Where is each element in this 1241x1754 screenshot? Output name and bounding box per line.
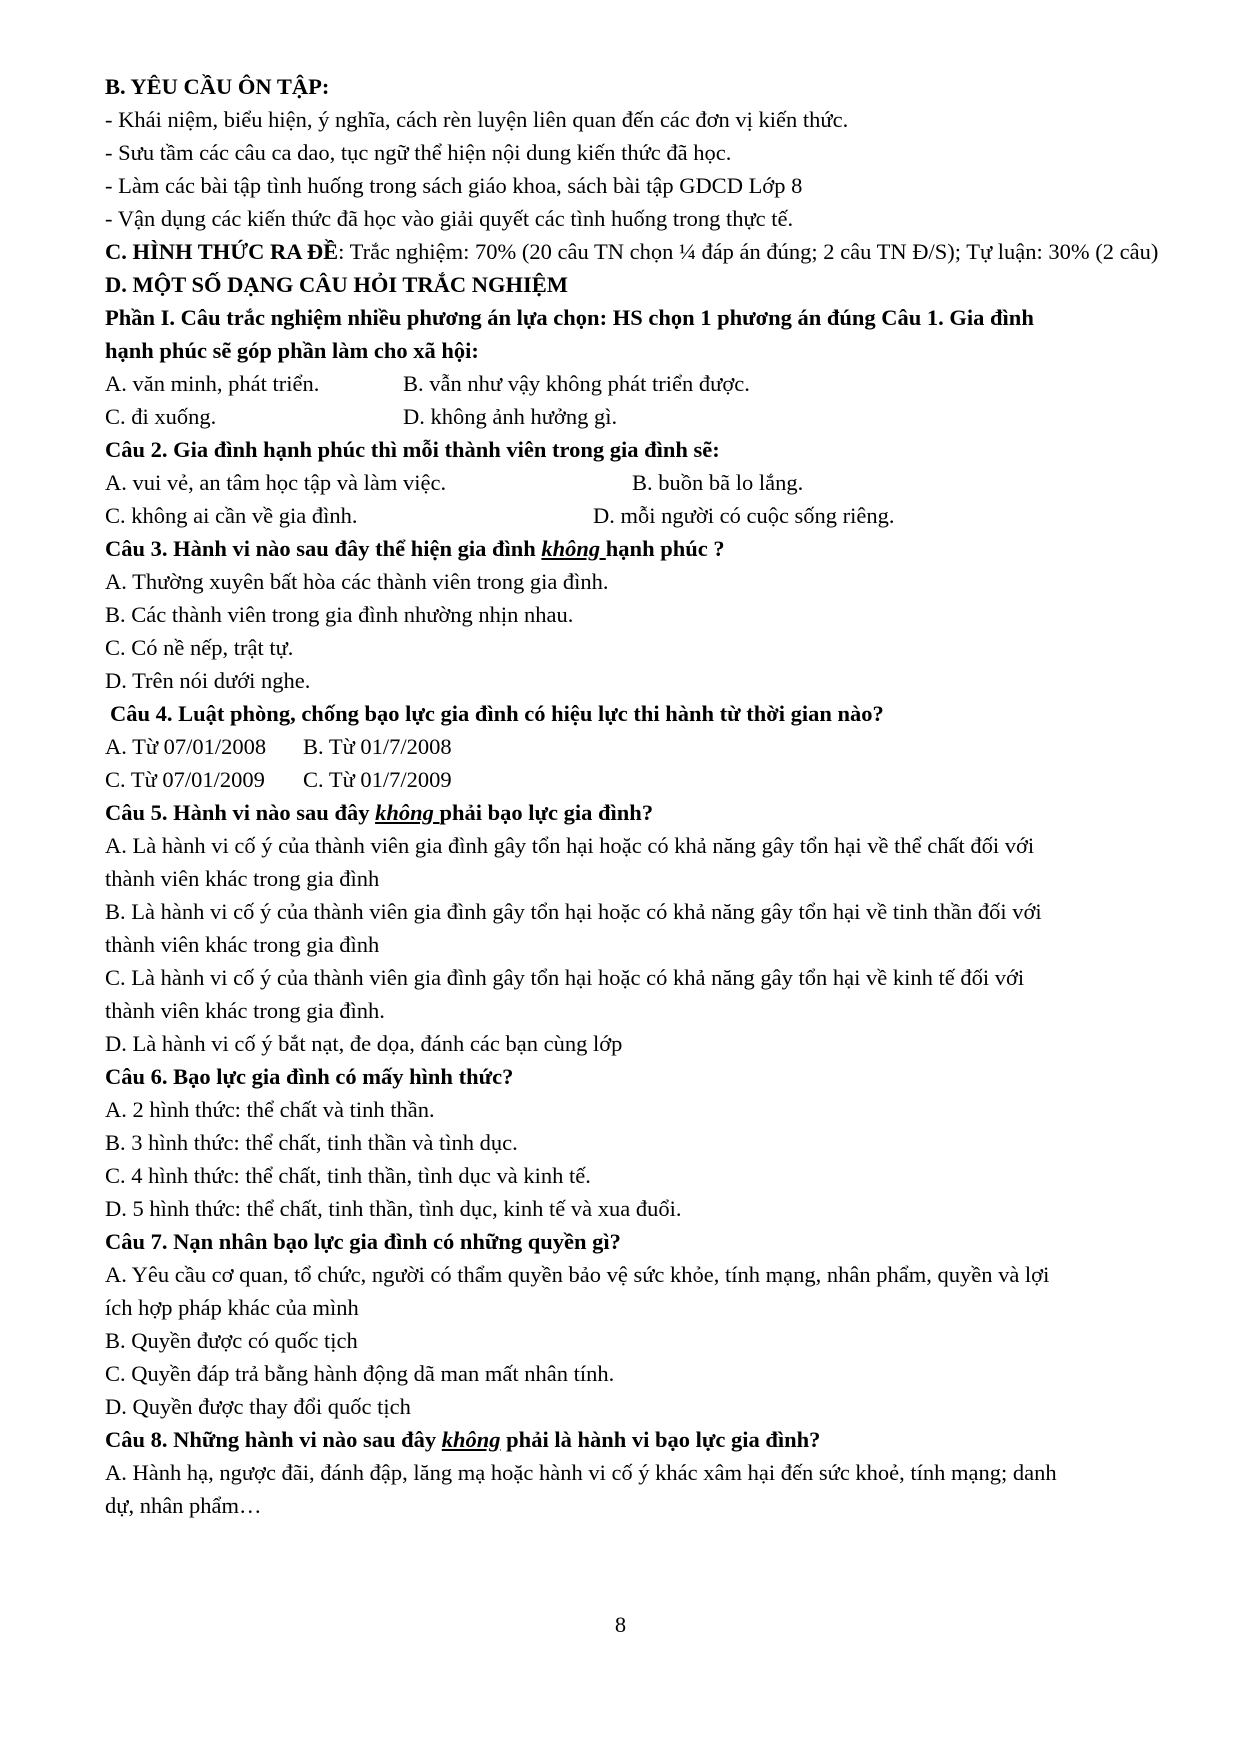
q3-title-emphasis: không: [541, 536, 606, 561]
q3-option-c: C. Có nề nếp, trật tự.: [105, 635, 294, 660]
section-b-heading: B. YÊU CẦU ÔN TẬP:: [105, 74, 330, 99]
part1-heading-line1: Phần I. Câu trắc nghiệm nhiều phương án lựa chọn: HS chọn 1 phương án đúng Câu 1. Gia đình: [105, 305, 1034, 330]
section-b-item: - Khái niệm, biểu hiện, ý nghĩa, cách rèn luyện liên quan đến các đơn vị kiến thức.: [105, 107, 849, 132]
q5-title-text-end: phải bạo lực gia đình?: [439, 800, 654, 825]
q6-title: Câu 6. Bạo lực gia đình có mấy hình thức?: [105, 1064, 514, 1089]
q5-option-a-line1: A. Là hành vi cố ý của thành viên gia đình gây tổn hại hoặc có khả năng gây tổn hại về thể chất đối với: [105, 833, 1035, 858]
q4-option-c: C. Từ 07/01/2009: [105, 767, 265, 792]
q3-title-text-end: hạnh phúc ?: [605, 536, 725, 561]
q5-option-b-line1: B. Là hành vi cố ý của thành viên gia đình gây tổn hại hoặc có khả năng gây tổn hại về tinh thần đối với: [105, 899, 1042, 924]
q5-option-c-line1: C. Là hành vi cố ý của thành viên gia đình gây tổn hại hoặc có khả năng gây tổn hại về kinh tế đối với: [105, 965, 1025, 990]
q4-options-row: [105, 763, 1175, 796]
q2-option-c: C. không ai cần về gia đình.: [105, 503, 358, 528]
q8-option-a-line2: dự, nhân phẩm…: [105, 1493, 262, 1518]
q8-title-text-end: phải là hành vi bạo lực gia đình?: [500, 1427, 821, 1452]
q5-option-d: D. Là hành vi cố ý bắt nạt, đe dọa, đánh các bạn cùng lớp: [105, 1031, 623, 1056]
q7-option-a-line2: ích hợp pháp khác của mình: [105, 1295, 359, 1320]
q7-option-a-line1: A. Yêu cầu cơ quan, tổ chức, người có thẩm quyền bảo vệ sức khỏe, tính mạng, nhân phẩm, quyền và lợi: [105, 1262, 1050, 1287]
q5-title: [105, 796, 1175, 829]
document-page: [105, 70, 1175, 1522]
q1-option-d: D. không ảnh hưởng gì.: [403, 404, 618, 429]
section-b-item: - Vận dụng các kiến thức đã học vào giải quyết các tình huống trong thực tế.: [105, 206, 794, 231]
part1-heading-line2: hạnh phúc sẽ góp phần làm cho xã hội:: [105, 338, 479, 363]
q2-title: Câu 2. Gia đình hạnh phúc thì mỗi thành viên trong gia đình sẽ:: [105, 437, 720, 462]
q3-title-text: Câu 3. Hành vi nào sau đây thể hiện gia đình: [105, 536, 542, 561]
q3-option-a: A. Thường xuyên bất hòa các thành viên trong gia đình.: [105, 569, 609, 594]
q6-option-a: A. 2 hình thức: thể chất và tinh thần.: [105, 1097, 435, 1122]
q5-option-a-line2: thành viên khác trong gia đình: [105, 866, 380, 891]
section-c-heading: C. HÌNH THỨC RA ĐỀ: [105, 239, 339, 264]
q7-option-c: C. Quyền đáp trả bằng hành động dã man mất nhân tính.: [105, 1361, 615, 1386]
q3-option-b: B. Các thành viên trong gia đình nhường nhịn nhau.: [105, 602, 574, 627]
section-b-item: - Làm các bài tập tình huống trong sách giáo khoa, sách bài tập GDCD Lớp 8: [105, 173, 803, 198]
q8-title-text: Câu 8. Những hành vi nào sau đây: [105, 1427, 442, 1452]
page-number: 8: [614, 1612, 627, 1637]
q7-option-d: D. Quyền được thay đổi quốc tịch: [105, 1394, 411, 1419]
q6-option-b: B. 3 hình thức: thể chất, tinh thần và tình dục.: [105, 1130, 518, 1155]
q7-title: Câu 7. Nạn nhân bạo lực gia đình có những quyền gì?: [105, 1229, 621, 1254]
q6-option-c: C. 4 hình thức: thể chất, tinh thần, tình dục và kinh tế.: [105, 1163, 591, 1188]
q6-option-d: D. 5 hình thức: thể chất, tinh thần, tình dục, kinh tế và xua đuổi.: [105, 1196, 682, 1221]
section-c-text: : Trắc nghiệm: 70% (20 câu TN chọn ¼ đáp án đúng; 2 câu TN Đ/S); Tự luận: 30% (2 câu): [338, 239, 1159, 264]
q4-option-d: C. Từ 01/7/2009: [303, 767, 452, 792]
q8-title: [105, 1423, 1175, 1456]
q4-option-b: B. Từ 01/7/2008: [303, 734, 452, 759]
q5-option-b-line2: thành viên khác trong gia đình: [105, 932, 380, 957]
q4-options-row: [105, 730, 1175, 763]
q8-title-emphasis: không: [441, 1427, 501, 1452]
q5-title-emphasis: không: [375, 800, 440, 825]
q1-option-a: A. văn minh, phát triển.: [105, 371, 320, 396]
q8-option-a-line1: A. Hành hạ, ngược đãi, đánh đập, lăng mạ hoặc hành vi cố ý khác xâm hại đến sức khoẻ, tính mạng; danh: [105, 1460, 1057, 1485]
q4-title: Câu 4. Luật phòng, chống bạo lực gia đình có hiệu lực thi hành từ thời gian nào?: [110, 701, 884, 726]
q5-title-text: Câu 5. Hành vi nào sau đây: [105, 800, 376, 825]
q2-options-row: [105, 466, 1175, 499]
q1-option-c: C. đi xuống.: [105, 404, 217, 429]
q2-option-d: D. mỗi người có cuộc sống riêng.: [593, 503, 895, 528]
section-c-paragraph: [105, 235, 1175, 268]
q3-title: [105, 532, 1175, 565]
q1-option-b: B. vẫn như vậy không phát triển được.: [403, 371, 750, 396]
q1-options-row: [105, 367, 1175, 400]
q1-options-row: [105, 400, 1175, 433]
q5-option-c-line2: thành viên khác trong gia đình.: [105, 998, 385, 1023]
q2-option-b: B. buồn bã lo lắng.: [632, 470, 804, 495]
q3-option-d: D. Trên nói dưới nghe.: [105, 668, 311, 693]
section-d-heading: D. MỘT SỐ DẠNG CÂU HỎI TRẮC NGHIỆM: [105, 272, 568, 297]
q4-option-a: A. Từ 07/01/2008: [105, 734, 267, 759]
q2-options-row: [105, 499, 1175, 532]
section-b-item: - Sưu tầm các câu ca dao, tục ngữ thể hiện nội dung kiến thức đã học.: [105, 140, 732, 165]
q7-option-b: B. Quyền được có quốc tịch: [105, 1328, 358, 1353]
q2-option-a: A. vui vẻ, an tâm học tập và làm việc.: [105, 470, 447, 495]
